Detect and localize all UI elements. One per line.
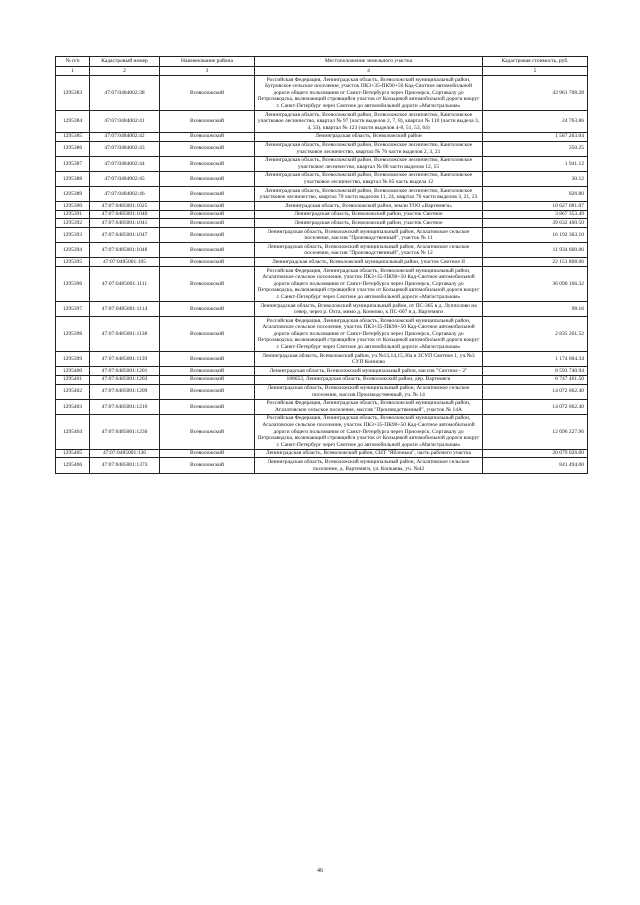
table-row xyxy=(56,414,588,449)
table-row xyxy=(56,187,588,202)
cadastral-number: 47:07:0484002:45 xyxy=(90,171,160,186)
cadastral-cost: 1 941.12 xyxy=(483,156,588,171)
location-text: Ленинградская область, Всеволожский район, уч.№13,14,15,30а и ЗСУП Сяотное 1, уч.№3 СУП Конново xyxy=(255,352,483,367)
header-index-4: 4 xyxy=(255,66,483,76)
cadastral-cost: 350.25 xyxy=(483,141,588,156)
row-number: 1295385 xyxy=(56,132,90,141)
row-number: 1295383 xyxy=(56,76,90,111)
row-number: 1295403 xyxy=(56,399,90,414)
row-number: 1295406 xyxy=(56,458,90,473)
cadastral-number: 47:07:0485001:1138 xyxy=(90,317,160,352)
location-text: Ленинградская область, Всеволожский муниципальный район, Агалатовское сельское поселение, д. Вартемяги, ул. Копкаева, уч. №42 xyxy=(255,458,483,473)
cadastral-cost: 36 090 166.32 xyxy=(483,267,588,302)
district-name: Всеволожский xyxy=(160,317,255,352)
cadastral-value-table xyxy=(55,56,588,474)
row-number: 1295394 xyxy=(56,243,90,258)
cadastral-number: 47:07:0485001:1373 xyxy=(90,458,160,473)
cadastral-number: 47:07:0484002:38 xyxy=(90,76,160,111)
table-row xyxy=(56,384,588,399)
table-row xyxy=(56,258,588,267)
table-row xyxy=(56,228,588,243)
location-text: 188653, Ленинградская область, Всеволожский район, дер. Вартемяги xyxy=(255,375,483,384)
cadastral-cost: 16 192 363.10 xyxy=(483,228,588,243)
table-row xyxy=(56,76,588,111)
table-row xyxy=(56,302,588,317)
location-text: Ленинградская область, Всеволожский район, земли ТОО «Вартемяги» xyxy=(255,202,483,211)
row-number: 1295391 xyxy=(56,210,90,219)
location-text: Ленинградская область, Всеволожский район xyxy=(255,132,483,141)
location-text: Ленинградская область, Всеволожский муниципальный район, Агалатовское сельское поселение, массив Производственный, уч. № 14 xyxy=(255,384,483,399)
district-name: Всеволожский xyxy=(160,171,255,186)
table-row xyxy=(56,171,588,186)
table-row xyxy=(56,141,588,156)
page-number: 46 xyxy=(317,868,323,874)
location-text: Ленинградская область, Всеволожский район, Всеволожское лесничество, Канголовское участковое лесничество, квартал 70 части выделов 11, 24, квартал 76 части выделов 3, 21, 23 xyxy=(255,187,483,202)
location-text: Ленинградская область, Всеволожский муниципальный район, массив "Сяотное - 2" xyxy=(255,367,483,376)
district-name: Всеволожский xyxy=(160,202,255,211)
table-row xyxy=(56,111,588,133)
location-text: Ленинградская область, Всеволожский район, Всеволожское лесничество, Канголовское участковое лесничество, квартал № 97 (части выделов 2, 7, 8), квартал № 110 (части выдела 3, 4, 33), квартал № 123 (части выделов 4-8, 51, 53, 64) xyxy=(255,111,483,133)
cadastral-number: 47:07:0485001:1236 xyxy=(90,414,160,449)
table-row xyxy=(56,210,588,219)
cadastral-cost: 98.16 xyxy=(483,302,588,317)
district-name: Всеволожский xyxy=(160,449,255,458)
cadastral-number: 47:07:0484002:41 xyxy=(90,111,160,133)
cadastral-number: 47:07:0485001:1203 xyxy=(90,375,160,384)
district-name: Всеволожский xyxy=(160,302,255,317)
cadastral-cost: 1 587 263.04 xyxy=(483,132,588,141)
cadastral-cost: 11 934 600.06 xyxy=(483,243,588,258)
cadastral-cost: 20 079 026.00 xyxy=(483,449,588,458)
location-text: Ленинградская область, Всеволожский район, Всеволожское лесничество, Канголовское участковое лесничество, квартал № 86 части выделов 12, 15 xyxy=(255,156,483,171)
district-name: Всеволожский xyxy=(160,375,255,384)
district-name: Всеволожский xyxy=(160,219,255,228)
cadastral-number: 47:07:0485001:1210 xyxy=(90,399,160,414)
cadastral-number: 47:07:0485001:1048 xyxy=(90,243,160,258)
district-name: Всеволожский xyxy=(160,384,255,399)
row-number: 1295399 xyxy=(56,352,90,367)
district-name: Всеволожский xyxy=(160,228,255,243)
cadastral-cost: 14 072 662.40 xyxy=(483,384,588,399)
table-row xyxy=(56,458,588,473)
district-name: Всеволожский xyxy=(160,243,255,258)
location-text: Ленинградская область, Всеволожский муниципальный район, участок Сяотное II xyxy=(255,258,483,267)
cadastral-cost: 30.12 xyxy=(483,171,588,186)
row-number: 1295404 xyxy=(56,414,90,449)
row-number: 1295396 xyxy=(56,267,90,302)
location-text: Ленинградская область, Всеволожский муниципальный район, от ПС-365 в д. Лупполово на север, через р. Охта, мимо д. Конново, к ПС-607 в д. Вартемяги xyxy=(255,302,483,317)
table-row xyxy=(56,375,588,384)
row-number: 1295389 xyxy=(56,187,90,202)
table-row xyxy=(56,132,588,141)
cadastral-cost: 39 632 400.50 xyxy=(483,219,588,228)
row-number: 1295398 xyxy=(56,317,90,352)
cadastral-number: 47:07:0484002:42 xyxy=(90,132,160,141)
location-text: Российская Федерация, Ленинградская область, Всеволожский муниципальный район, Агалатовское сельское поселение, массив "Производственный", участок № 14А xyxy=(255,399,483,414)
cadastral-cost: 826.80 xyxy=(483,187,588,202)
header-district: Наименование района xyxy=(160,57,255,67)
district-name: Всеволожский xyxy=(160,210,255,219)
district-name: Всеволожский xyxy=(160,414,255,449)
header-index-3: 3 xyxy=(160,66,255,76)
district-name: Всеволожский xyxy=(160,258,255,267)
row-number: 1295393 xyxy=(56,228,90,243)
cadastral-number: 47:07:0485001:1209 xyxy=(90,384,160,399)
table-row xyxy=(56,219,588,228)
cadastral-number: 47:07:0485001:1025 xyxy=(90,202,160,211)
table-header-row xyxy=(56,57,588,67)
table-row xyxy=(56,243,588,258)
location-text: Ленинградская область, Всеволожский район, Всеволожское лесничество, Канголовское участковое лесничество, квартал № 76 части выделов 2, 3, 21 xyxy=(255,141,483,156)
location-text: Ленинградская область, Всеволожский район, СНТ "Яблонька", часть рабочего участка xyxy=(255,449,483,458)
header-index-1: 1 xyxy=(56,66,90,76)
row-number: 1295386 xyxy=(56,141,90,156)
cadastral-cost: 6 747 461.50 xyxy=(483,375,588,384)
cadastral-number: 47:07:0485001:1040 xyxy=(90,210,160,219)
cadastral-number: 47:07:0485001:1041 xyxy=(90,219,160,228)
cadastral-number: 47:07:0484002:44 xyxy=(90,156,160,171)
cadastral-cost: 14 072 662.40 xyxy=(483,399,588,414)
district-name: Всеволожский xyxy=(160,187,255,202)
cadastral-cost: 841 494.00 xyxy=(483,458,588,473)
cadastral-cost: 24 763.86 xyxy=(483,111,588,133)
cadastral-cost: 3 867 353.49 xyxy=(483,210,588,219)
cadastral-cost: 2 835 261.52 xyxy=(483,317,588,352)
table-index-row xyxy=(56,66,588,76)
location-text: Ленинградская область, Всеволожский муниципальный район, Агалатовское сельское поселение, массив "Производственный", участок № 12 xyxy=(255,243,483,258)
cadastral-number: 47:07:0485001:1111 xyxy=(90,267,160,302)
cadastral-cost: 22 151 808.06 xyxy=(483,258,588,267)
header-cost: Кадастровая стоимость, руб. xyxy=(483,57,588,67)
header-num: № п/п xyxy=(56,57,90,67)
district-name: Всеволожский xyxy=(160,267,255,302)
cadastral-cost: 8 593 740.94 xyxy=(483,367,588,376)
row-number: 1295405 xyxy=(56,449,90,458)
header-index-2: 2 xyxy=(90,66,160,76)
district-name: Всеволожский xyxy=(160,458,255,473)
table-row xyxy=(56,367,588,376)
cadastral-number: 47:07:0484002:46 xyxy=(90,187,160,202)
row-number: 1295397 xyxy=(56,302,90,317)
location-text: Ленинградская область, Всеволожский район, участок Сяотное xyxy=(255,219,483,228)
row-number: 1295388 xyxy=(56,171,90,186)
location-text: Российская Федерация, Ленинградская область, Всеволожский муниципальный район, Бугровское сельское поселение, участок ПК3+35-ПК90+50 Кад-Сяотное автомобильной дороги общего пользования от Санкт-Петербурга через Приозерск, Сортавалу до Петрозаводска, включающий строящийся участок от Кольцевой автомобильной дороги вокруг г. Санкт-Петербург через Сяотное до автомобильной дороги «Магистральная» xyxy=(255,76,483,111)
row-number: 1295387 xyxy=(56,156,90,171)
cadastral-number: 47:07:0485001:136 xyxy=(90,449,160,458)
location-text: Ленинградская область, Всеволожский муниципальный район, Агалатовское сельское поселение, массив "Производственный", участок № 11 xyxy=(255,228,483,243)
district-name: Всеволожский xyxy=(160,141,255,156)
cadastral-number: 47:07:0485001:1114 xyxy=(90,302,160,317)
table-row xyxy=(56,202,588,211)
row-number: 1295400 xyxy=(56,367,90,376)
table-row xyxy=(56,267,588,302)
cadastral-number: 47:07:0485001:1201 xyxy=(90,367,160,376)
row-number: 1295392 xyxy=(56,219,90,228)
header-location: Местоположение земельного участка xyxy=(255,57,483,67)
table-body xyxy=(56,76,588,473)
table-row xyxy=(56,352,588,367)
location-text: Ленинградская область, Всеволожский район, участок Сяотное xyxy=(255,210,483,219)
location-text: Ленинградская область, Всеволожский район, Всеволожское лесничество, Канголовское участковое лесничество, квартал № 85 часть выдела 12 xyxy=(255,171,483,186)
location-text: Российская Федерация, Ленинградская область, Всеволожский муниципальный район, Агалатовское сельское поселение, участок ПК3+35-ПК90+50 Кад-Сяотное автомобильной дороги общего пользования от Санкт-Петербурга через Приозерск, Сортавалу до Петрозаводска, включающий строящийся участок от Кольцевой автомобильной дороги вокруг г. Санкт-Петербург через Сяотное до автомобильной дороги «Магистральная» xyxy=(255,267,483,302)
table-row xyxy=(56,156,588,171)
header-index-5: 5 xyxy=(483,66,588,76)
table-row xyxy=(56,317,588,352)
cadastral-cost: 1 174 604.34 xyxy=(483,352,588,367)
row-number: 1295401 xyxy=(56,375,90,384)
cadastral-number: 47:07:0485001:1047 xyxy=(90,228,160,243)
district-name: Всеволожский xyxy=(160,367,255,376)
cadastral-number: 47:07:0485001:105 xyxy=(90,258,160,267)
district-name: Всеволожский xyxy=(160,132,255,141)
cadastral-number: 47:07:0484002:43 xyxy=(90,141,160,156)
cadastral-number: 47:07:0485001:1139 xyxy=(90,352,160,367)
row-number: 1295402 xyxy=(56,384,90,399)
district-name: Всеволожский xyxy=(160,399,255,414)
district-name: Всеволожский xyxy=(160,76,255,111)
table-row xyxy=(56,399,588,414)
location-text: Российская Федерация, Ленинградская область, Всеволожский муниципальный район, Агалатовское сельское поселение, участок ПК3+35-ПК90+50 Кад-Сяотное автомобильной дороги общего пользования от Санкт-Петербурга через Приозерск, Сортавалу до Петрозаводска, включающий строящийся участок от Кольцевой автомобильной дороги вокруг г. Санкт-Петербург через Сяотное до автомобильной дороги «Магистральная» xyxy=(255,317,483,352)
cadastral-cost: 10 627 081.07 xyxy=(483,202,588,211)
district-name: Всеволожский xyxy=(160,352,255,367)
location-text: Российская Федерация, Ленинградская область, Всеволожский муниципальный район, Агалатовское сельское поселение, участок ПК3+35-ПК90+50 Кад-Сяотное автомобильной дороги общего пользования от Санкт-Петербурга через Приозерск, Сортавалу до Петрозаводска, включающий строящийся участок от Кольцевой автомобильной дороги вокруг г. Санкт-Петербург через Сяотное до автомобильной дороги «Магистральная» xyxy=(255,414,483,449)
cadastral-cost: 12 696 227.96 xyxy=(483,414,588,449)
district-name: Всеволожский xyxy=(160,111,255,133)
header-cadastral-number: Кадастровый номер xyxy=(90,57,160,67)
row-number: 1295395 xyxy=(56,258,90,267)
row-number: 1295384 xyxy=(56,111,90,133)
table-row xyxy=(56,449,588,458)
row-number: 1295390 xyxy=(56,202,90,211)
district-name: Всеволожский xyxy=(160,156,255,171)
cadastral-cost: 43 961 708.28 xyxy=(483,76,588,111)
